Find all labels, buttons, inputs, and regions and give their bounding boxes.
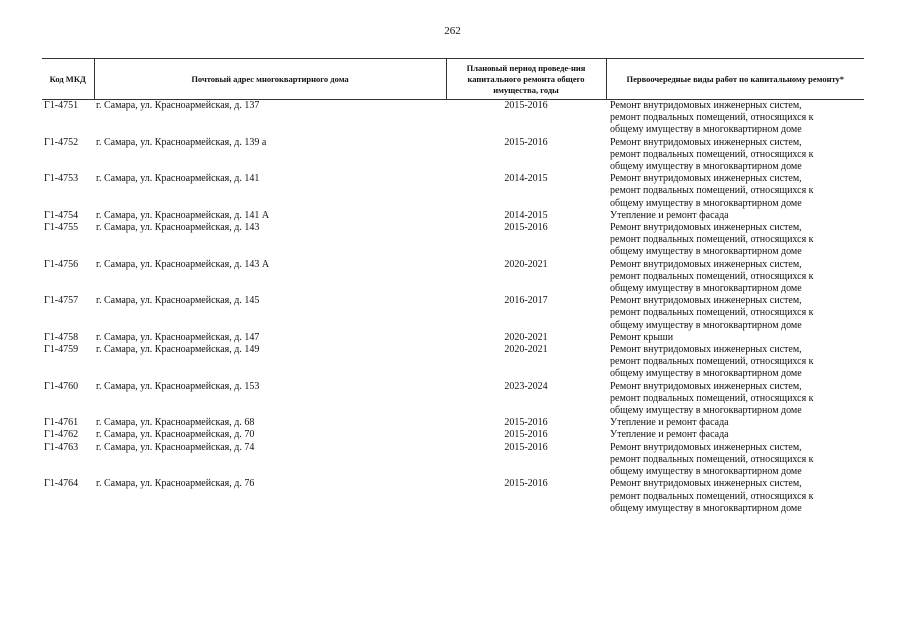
cell-period: 2023-2024 (504, 380, 548, 392)
table-row (42, 332, 864, 344)
cell-address: г. Самара, ул. Красноармейская, д. 141 А (96, 209, 270, 221)
cell-address: г. Самара, ул. Красноармейская, д. 76 (96, 478, 255, 490)
table-row (42, 259, 864, 296)
header-code: Код МКД (42, 59, 94, 100)
cell-address: г. Самара, ул. Красноармейская, д. 68 (96, 417, 255, 429)
cell-works: Утепление и ремонт фасада (610, 209, 729, 221)
table-row (42, 417, 864, 429)
cell-works: Ремонт внутридомовых инженерных систем, ремонт подвальных помещений, относящихся к общему имуществу в многоквартирном доме (610, 441, 814, 478)
table-row (42, 478, 864, 515)
cell-works: Ремонт внутридомовых инженерных систем, ремонт подвальных помещений, относящихся к общему имуществу в многоквартирном доме (610, 222, 814, 258)
page-number: 262 (444, 25, 461, 37)
cell-period: 2020-2021 (504, 258, 548, 270)
table-row (42, 173, 864, 210)
cell-works: Ремонт внутридомовых инженерных систем, ремонт подвальных помещений, относящихся к общему имуществу в многоквартирном доме (610, 295, 814, 331)
cell-code: Г1-4755 (44, 222, 79, 234)
cell-code: Г1-4754 (44, 209, 79, 221)
cell-works: Ремонт крыши (610, 331, 674, 343)
cell-code: Г1-4756 (44, 258, 79, 270)
cell-address: г. Самара, ул. Красноармейская, д. 143 (96, 222, 260, 234)
cell-address: г. Самара, ул. Красноармейская, д. 147 (96, 331, 260, 343)
cell-address: г. Самара, ул. Красноармейская, д. 149 (96, 344, 260, 356)
header-period: Плановый период проведе-ния капитального ремонта общего имущества, годы (446, 59, 606, 100)
cell-address: г. Самара, ул. Красноармейская, д. 74 (96, 441, 255, 453)
cell-address: г. Самара, ул. Красноармейская, д. 137 (96, 100, 260, 111)
cell-works: Ремонт внутридомовых инженерных систем, ремонт подвальных помещений, относящихся к общему имуществу в многоквартирном доме (610, 173, 814, 209)
header-works: Первоочередные виды работ по капитальному ремонту* (606, 59, 864, 100)
cell-works: Ремонт внутридомовых инженерных систем, ремонт подвальных помещений, относящихся к общему имуществу в многоквартирном доме (610, 344, 814, 380)
cell-address: г. Самара, ул. Красноармейская, д. 145 (96, 295, 260, 307)
cell-period: 2015-2016 (504, 429, 548, 441)
cell-period: 2016-2017 (504, 295, 548, 307)
table-body (42, 100, 864, 515)
cell-address: г. Самара, ул. Красноармейская, д. 139 а (96, 136, 267, 148)
cell-code: Г1-4758 (44, 331, 79, 343)
cell-code: Г1-4759 (44, 344, 79, 356)
cell-code: Г1-4752 (44, 136, 79, 148)
cell-address: г. Самара, ул. Красноармейская, д. 141 (96, 173, 260, 185)
cell-period: 2015-2016 (504, 222, 548, 234)
cell-works: Ремонт внутридомовых инженерных систем, ремонт подвальных помещений, относящихся к общему имуществу в многоквартирном доме (610, 258, 814, 295)
cell-period: 2020-2021 (504, 331, 548, 343)
cell-period: 2015-2016 (504, 136, 548, 148)
cell-period: 2014-2015 (504, 209, 548, 221)
table-row (42, 442, 864, 479)
table-row (42, 344, 864, 381)
cell-code: Г1-4753 (44, 173, 79, 185)
cell-period: 2015-2016 (504, 441, 548, 453)
cell-code: Г1-4763 (44, 441, 79, 453)
cell-address: г. Самара, ул. Красноармейская, д. 70 (96, 429, 255, 441)
cell-period: 2014-2015 (504, 173, 548, 185)
cell-period: 2020-2021 (504, 344, 548, 356)
table-row (42, 295, 864, 332)
table-row (42, 100, 864, 137)
cell-works: Ремонт внутридомовых инженерных систем, ремонт подвальных помещений, относящихся к общему имуществу в многоквартирном доме (610, 100, 814, 136)
table-row (42, 222, 864, 259)
cell-code: Г1-4751 (44, 100, 79, 111)
table-row (42, 210, 864, 222)
table-header (42, 59, 864, 100)
cell-period: 2015-2016 (504, 417, 548, 429)
table-row (42, 429, 864, 441)
table-row (42, 381, 864, 418)
cell-works: Ремонт внутридомовых инженерных систем, ремонт подвальных помещений, относящихся к общему имуществу в многоквартирном доме (610, 478, 814, 514)
cell-code: Г1-4762 (44, 429, 79, 441)
header-row (42, 59, 864, 100)
cell-address: г. Самара, ул. Красноармейская, д. 143 А (96, 258, 270, 270)
cell-works: Ремонт внутридомовых инженерных систем, ремонт подвальных помещений, относящихся к общему имуществу в многоквартирном доме (610, 380, 814, 417)
cell-works: Утепление и ремонт фасада (610, 429, 729, 441)
header-address: Почтовый адрес многоквартирного дома (94, 59, 446, 100)
cell-address: г. Самара, ул. Красноармейская, д. 153 (96, 380, 260, 392)
cell-code: Г1-4764 (44, 478, 79, 490)
cell-works: Ремонт внутридомовых инженерных систем, ремонт подвальных помещений, относящихся к общему имуществу в многоквартирном доме (610, 136, 814, 173)
cell-works: Утепление и ремонт фасада (610, 417, 729, 429)
cell-period: 2015-2016 (504, 478, 548, 490)
cell-code: Г1-4760 (44, 380, 79, 392)
capital-repair-table (42, 58, 864, 515)
cell-period: 2015-2016 (504, 100, 548, 111)
table-row (42, 137, 864, 174)
cell-code: Г1-4757 (44, 295, 79, 307)
cell-code: Г1-4761 (44, 417, 79, 429)
